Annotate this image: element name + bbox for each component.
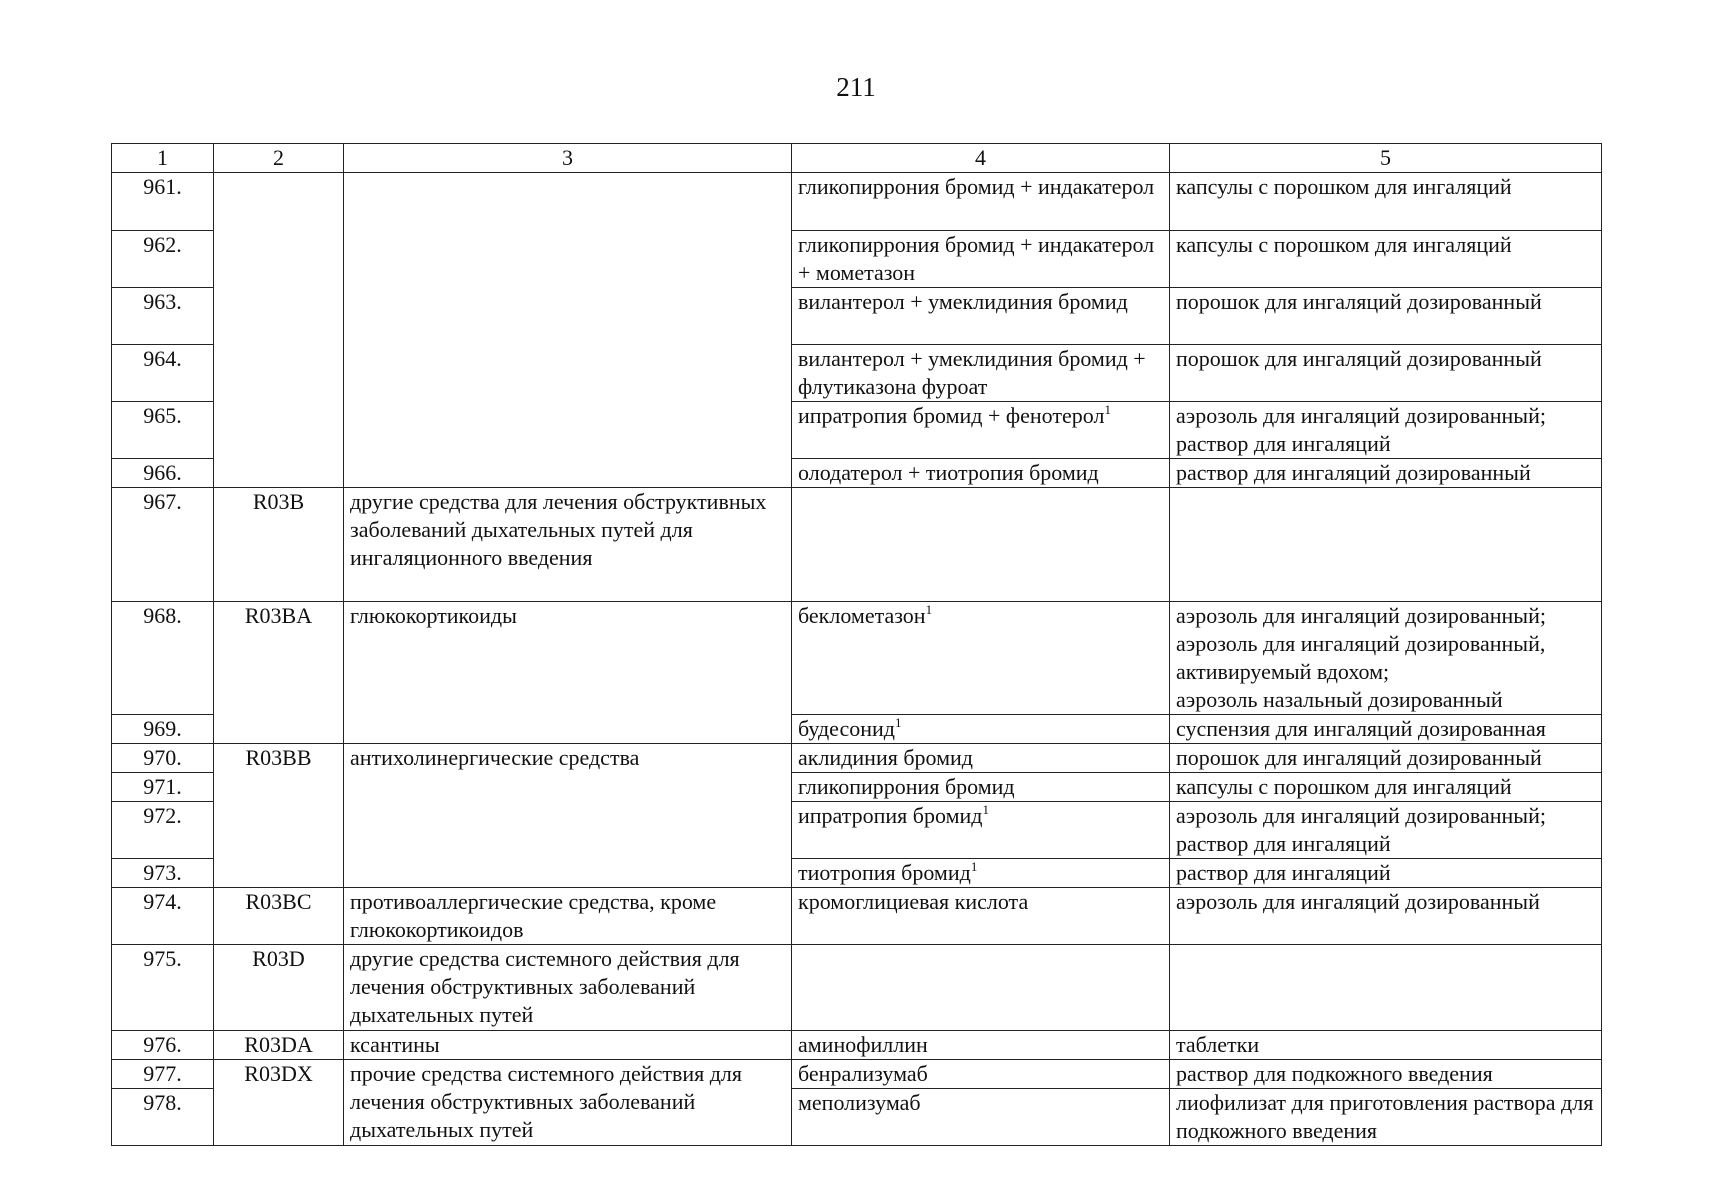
row-number: 963. xyxy=(112,288,214,345)
group-name: антихолинергические средства xyxy=(344,744,792,888)
atc-code: R03DX xyxy=(214,1060,344,1146)
dosage-form: раствор для подкожного введения xyxy=(1170,1060,1602,1089)
group-name: ксантины xyxy=(344,1031,792,1060)
dosage-form: аэрозоль для ингаляций дозированный; аэрозоль для ингаляций дозированный, активируемый вдохом; аэрозоль назальный дозированный xyxy=(1170,602,1602,715)
drug-name xyxy=(792,715,1170,744)
dosage-form xyxy=(1170,945,1602,1031)
group-name: прочие средства системного действия для лечения обструктивных заболеваний дыхательных путей xyxy=(344,1060,792,1146)
drug-name: гликопиррония бромид xyxy=(792,773,1170,802)
page-number: 211 xyxy=(836,72,876,102)
header-cell: 5 xyxy=(1170,144,1602,173)
row-number: 965. xyxy=(112,402,214,459)
row-number: 975. xyxy=(112,945,214,1031)
atc-code: R03BA xyxy=(214,602,344,744)
dosage-form: капсулы с порошком для ингаляций xyxy=(1170,231,1602,288)
header-row xyxy=(112,144,1602,173)
drug-name: кромоглициевая кислота xyxy=(792,888,1170,945)
row-number: 961. xyxy=(112,173,214,231)
row-number: 970. xyxy=(112,744,214,773)
table-row xyxy=(112,602,1602,715)
drug-name-text: ипратропия бромид xyxy=(798,803,983,828)
group-name: другие средства системного действия для лечения обструктивных заболеваний дыхательных путей xyxy=(344,945,792,1031)
dosage-form: капсулы с порошком для ингаляций xyxy=(1170,773,1602,802)
dosage-form: суспензия для ингаляций дозированная xyxy=(1170,715,1602,744)
drug-name: гликопиррония бромид + индакатерол + мометазон xyxy=(792,231,1170,288)
header-cell: 3 xyxy=(344,144,792,173)
drug-name: меполизумаб xyxy=(792,1089,1170,1146)
row-number: 977. xyxy=(112,1060,214,1089)
atc-code: R03BC xyxy=(214,888,344,945)
drug-name xyxy=(792,802,1170,859)
atc-code-cell xyxy=(214,173,344,488)
dosage-form: порошок для ингаляций дозированный xyxy=(1170,288,1602,345)
drug-name: вилантерол + умеклидиния бромид + флутиказона фуроат xyxy=(792,345,1170,402)
drug-name xyxy=(792,945,1170,1031)
dosage-form: аэрозоль для ингаляций дозированный; раствор для ингаляций xyxy=(1170,802,1602,859)
dosage-form: раствор для ингаляций xyxy=(1170,859,1602,888)
footnote-mark: 1 xyxy=(925,602,933,617)
footnote-mark: 1 xyxy=(970,859,978,874)
table-row xyxy=(112,1031,1602,1060)
drug-name: олодатерол + тиотропия бромид xyxy=(792,459,1170,488)
medication-table xyxy=(111,143,1602,1146)
group-cell xyxy=(344,173,792,488)
row-number: 974. xyxy=(112,888,214,945)
footnote-mark: 1 xyxy=(1104,402,1111,417)
dosage-form: таблетки xyxy=(1170,1031,1602,1060)
dosage-form: лиофилизат для приготовления раствора для подкожного введения xyxy=(1170,1089,1602,1146)
drug-name xyxy=(792,488,1170,602)
table-row xyxy=(112,488,1602,602)
row-number: 969. xyxy=(112,715,214,744)
table-row xyxy=(112,744,1602,773)
row-number: 971. xyxy=(112,773,214,802)
row-number: 967. xyxy=(112,488,214,602)
group-name: другие средства для лечения обструктивных заболеваний дыхательных путей для ингаляционного введения xyxy=(344,488,792,602)
dosage-form: аэрозоль для ингаляций дозированный; раствор для ингаляций xyxy=(1170,402,1602,459)
header-cell: 1 xyxy=(112,144,214,173)
table-row xyxy=(112,945,1602,1031)
dosage-form: капсулы с порошком для ингаляций xyxy=(1170,173,1602,231)
atc-code: R03D xyxy=(214,945,344,1031)
row-number: 972. xyxy=(112,802,214,859)
row-number: 966. xyxy=(112,459,214,488)
table-row xyxy=(112,888,1602,945)
row-number: 964. xyxy=(112,345,214,402)
row-number: 973. xyxy=(112,859,214,888)
group-name: противоаллергические средства, кроме глюкокортикоидов xyxy=(344,888,792,945)
drug-name-text: ипратропия бромид + фенотерол xyxy=(798,403,1105,428)
drug-name: гликопиррония бромид + индакатерол xyxy=(792,173,1170,231)
row-number: 968. xyxy=(112,602,214,715)
dosage-form: порошок для ингаляций дозированный xyxy=(1170,345,1602,402)
dosage-form: порошок для ингаляций дозированный xyxy=(1170,744,1602,773)
atc-code: R03B xyxy=(214,488,344,602)
drug-name-text: тиотропия бромид xyxy=(798,860,971,885)
drug-name xyxy=(792,602,1170,715)
row-number: 962. xyxy=(112,231,214,288)
atc-code: R03BB xyxy=(214,744,344,888)
footnote-mark: 1 xyxy=(982,802,989,817)
footnote-mark: 1 xyxy=(894,715,902,730)
drug-name-text: будесонид xyxy=(798,716,895,741)
drug-name-text: беклометазон xyxy=(798,603,926,628)
header-cell: 2 xyxy=(214,144,344,173)
table-row xyxy=(112,1060,1602,1089)
atc-code: R03DA xyxy=(214,1031,344,1060)
drug-name: аклидиния бромид xyxy=(792,744,1170,773)
drug-name: вилантерол + умеклидиния бромид xyxy=(792,288,1170,345)
header-cell: 4 xyxy=(792,144,1170,173)
drug-name xyxy=(792,859,1170,888)
row-number: 978. xyxy=(112,1089,214,1146)
table-row xyxy=(112,173,1602,231)
dosage-form: раствор для ингаляций дозированный xyxy=(1170,459,1602,488)
drug-name: бенрализумаб xyxy=(792,1060,1170,1089)
dosage-form xyxy=(1170,488,1602,602)
row-number: 976. xyxy=(112,1031,214,1060)
drug-name xyxy=(792,402,1170,459)
dosage-form: аэрозоль для ингаляций дозированный xyxy=(1170,888,1602,945)
drug-name: аминофиллин xyxy=(792,1031,1170,1060)
group-name: глюкокортикоиды xyxy=(344,602,792,744)
